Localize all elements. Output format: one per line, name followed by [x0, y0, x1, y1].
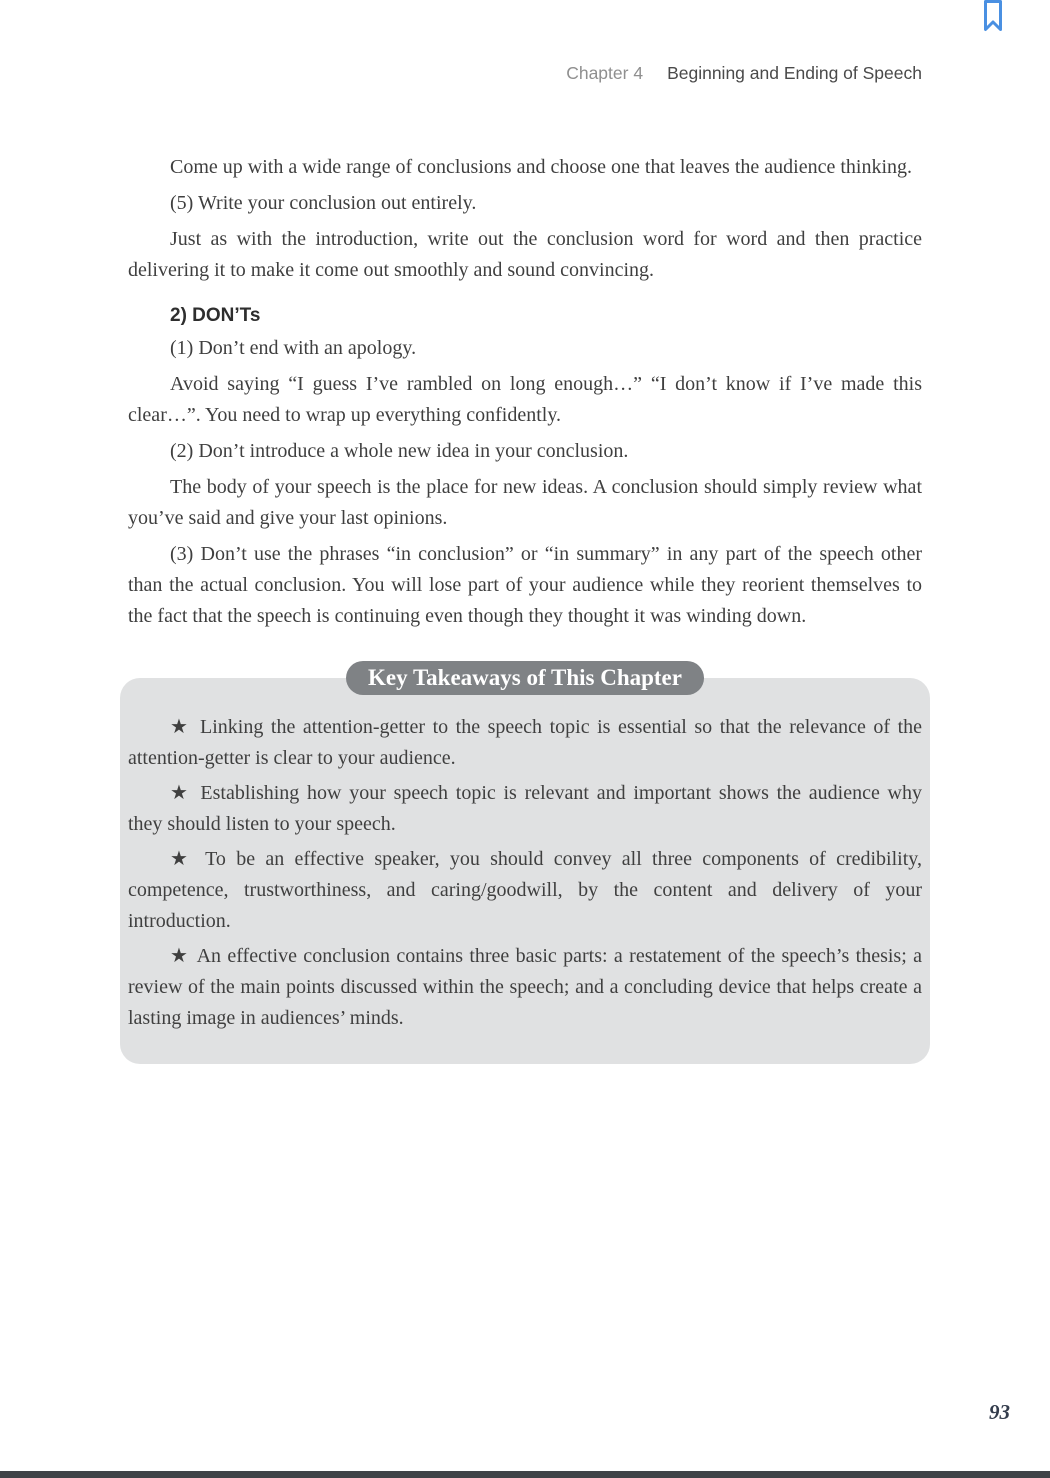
star-bullet-icon: ★: [170, 848, 194, 870]
paragraph: (1) Don’t end with an apology.: [170, 337, 417, 359]
running-header: [566, 63, 922, 84]
takeaway-item: [128, 778, 922, 840]
chapter-title: Beginning and Ending of Speech: [667, 63, 922, 83]
donts-heading: 2) DON’Ts: [170, 305, 261, 326]
paragraph: (2) Don’t introduce a whole new idea in your conclusion.: [170, 440, 629, 462]
key-takeaways-section: [120, 665, 930, 1064]
bottom-bar: [0, 1471, 1050, 1478]
takeaway-text: Linking the attention-getter to the speech topic is essential so that the relevance of the attention-getter is clear to your audience.: [128, 716, 922, 769]
paragraph: Come up with a wide range of conclusions and choose one that leaves the audience thinking.: [170, 156, 913, 178]
bookmark-icon[interactable]: [981, 0, 1005, 34]
takeaway-text: To be an effective speaker, you should convey all three components of credibility, competence, trustworthiness, and caring/goodwill, by the content and delivery of your introduction.: [128, 848, 922, 932]
star-bullet-icon: ★: [170, 716, 191, 738]
chapter-number: Chapter 4: [566, 63, 644, 83]
paragraph: (5) Write your conclusion out entirely.: [170, 192, 477, 214]
paragraph: The body of your speech is the place for new ideas. A conclusion should simply review what you’ve said and give your last opinions.: [128, 476, 922, 529]
key-takeaways-title: Key Takeaways of This Chapter: [346, 661, 704, 695]
key-takeaways-box: [120, 678, 930, 1064]
page-text-column: [128, 152, 922, 1064]
takeaway-text: An effective conclusion contains three basic parts: a restatement of the speech’s thesis; a review of the main points discussed within the speech; and a concluding device that helps create a lasting image in audiences’ minds.: [128, 945, 922, 1029]
takeaway-item: [128, 941, 922, 1034]
paragraph: Avoid saying “I guess I’ve rambled on long enough…” “I don’t know if I’ve made this clear…”. You need to wrap up everything confidently.: [128, 373, 922, 426]
takeaway-item: [128, 844, 922, 937]
page-number: 93: [989, 1400, 1010, 1424]
star-bullet-icon: ★: [170, 945, 190, 967]
paragraph: (3) Don’t use the phrases “in conclusion” or “in summary” in any part of the speech other than the actual conclusion. You will lose part of your audience while they reorient themselves to the fact that the speech is continuing even though they thought it was winding down.: [128, 543, 922, 627]
takeaway-item: [128, 712, 922, 774]
takeaway-text: Establishing how your speech topic is relevant and important shows the audience why they should listen to your speech.: [128, 782, 923, 835]
paragraph: Just as with the introduction, write out the conclusion word for word and then practice delivering it to make it come out smoothly and sound convincing.: [128, 228, 922, 281]
star-bullet-icon: ★: [170, 782, 191, 804]
